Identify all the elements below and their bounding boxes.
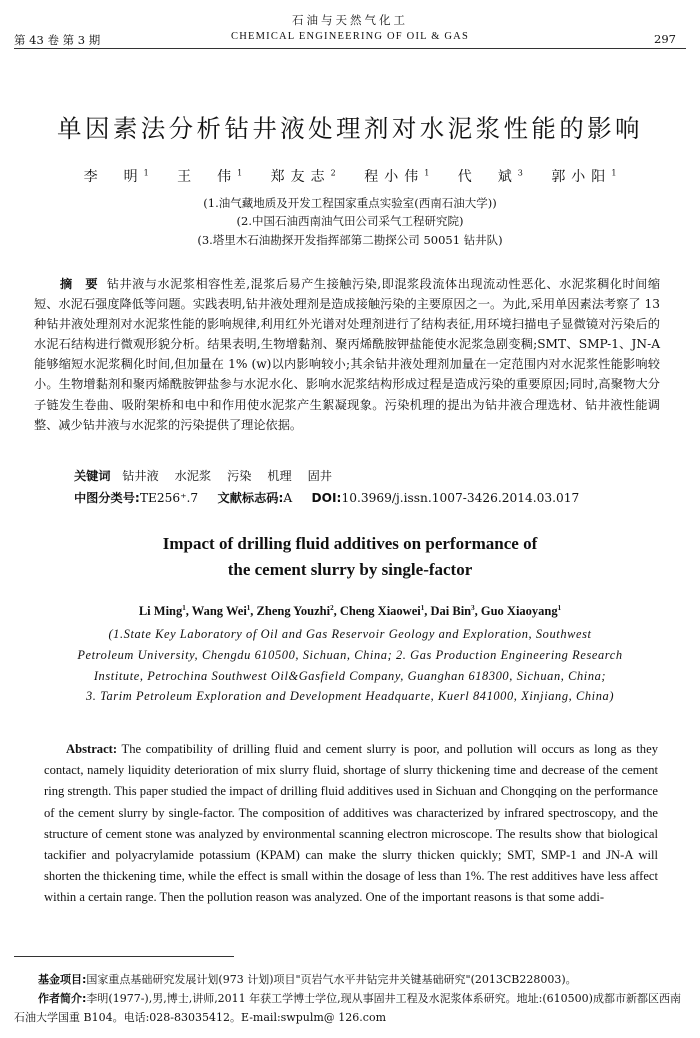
doc-code-value: A	[283, 491, 293, 505]
author-bio-footnote	[14, 989, 689, 1027]
author-cn: 郭小阳$^1$	[551, 168, 617, 185]
affiliation-cn-1: (1.油气藏地质及开发工程国家重点实验室(西南石油大学))	[203, 196, 497, 210]
abstract-en-label: Abstract:	[66, 742, 118, 756]
author-en: Dai Bin$^3$	[430, 604, 475, 619]
keyword: 水泥浆	[174, 469, 212, 483]
keyword: 机理	[267, 469, 292, 483]
keywords-cn	[74, 467, 344, 484]
author-bio-text: 李明(1977-),男,博士,讲师,2011 年获工学博士学位,现从事固井工程及水泥浆体系研究。地址:(610500)成都市新都区西南石油大学国重 B104。电话:028-83035412。E-mail:swpulm@ 126.com	[14, 992, 681, 1024]
doi-label: DOI:	[311, 491, 342, 505]
journal-name-en: CHEMICAL ENGINEERING OF OIL & GAS	[230, 31, 470, 42]
keyword: 污染	[227, 469, 252, 483]
affiliation-en-line-1: (1.State Key Laboratory of Oil and Gas Reservoir Geology and Exploration, Southwest	[108, 627, 592, 641]
paper-title-en-line-1: Impact of drilling fluid additives on performance of	[162, 534, 538, 553]
classification-line	[74, 489, 579, 506]
fund-footnote	[14, 970, 689, 989]
author-en: Wang Wei$^1$	[191, 604, 251, 619]
clc-label: 中图分类号:	[74, 491, 140, 505]
abstract-cn-label: 摘 要	[60, 277, 99, 291]
fund-text: 国家重点基础研究发展计划(973 计划)项目"页岩气水平井钻完井关键基础研究"(2013CB228003)。	[86, 973, 577, 986]
author-bio-label: 作者简介:	[38, 992, 87, 1005]
keyword: 固井	[307, 469, 332, 483]
author-cn: 代 斌$^3$	[457, 168, 523, 185]
footnote-rule	[14, 956, 234, 957]
fund-label: 基金项目:	[38, 973, 87, 986]
doc-code-label: 文献标志码:	[217, 491, 284, 505]
header-rule	[14, 48, 686, 49]
affiliation-cn-2: (2.中国石油西南油气田公司采气工程研究院)	[236, 214, 464, 228]
affiliation-en-line-2: Petroleum University, Chengdu 610500, Sichuan, China; 2. Gas Production Engineering Research	[77, 648, 623, 662]
keywords-label: 关键词	[74, 469, 111, 483]
clc-value: TE256⁺.7	[139, 491, 199, 505]
abstract-en-text: The compatibility of drilling fluid and cement slurry is poor, and pollution will occurs as long as they contact, namely liquidity deterioration of mix slurry fluid, shortage of slurry thickening time and decrease of the cement ring strength. This paper studied the impact of drilling fluid additives used in Sichuan and Chongqing on the performance of the cement slurry by single-factor. The composition of additives was characterized by infrared spectroscopy, and the structure of cement stone was analyzed by environmental scanning electron microscope. The results show that biological tackifier and polyacrylamide potassium (KPAM) can make the slurry thicken quickly; SMT, SMP-1 and JN-A will shorten the thickening time, while the effect is small within the dosage of less than 1%. The rest additives have less affect within a certain range. Then the pollution reason was analyzed. One of the important reasons is that some addi-	[44, 742, 658, 905]
author-cn: 郑友志$^2$	[270, 168, 336, 185]
author-list-cn	[0, 166, 700, 186]
journal-name-cn: 石油与天然气化工	[292, 13, 408, 27]
author-en: Cheng Xiaowei$^1$	[339, 604, 425, 619]
footnotes	[14, 970, 689, 1027]
paper-title-en-line-2: the cement slurry by single-factor	[227, 560, 473, 579]
author-cn: 王 伟$^1$	[177, 168, 243, 185]
affiliation-en-line-3: Institute, Petrochina Southwest Oil&Gasfield Company, Guanghan 618300, Sichuan, China;	[93, 669, 607, 683]
author-en: Zheng Youzhi$^2$	[256, 604, 334, 619]
paper-title-cn: 单因素法分析钻井液处理剂对水泥浆性能的影响	[57, 114, 643, 143]
author-list-en: Li Ming$^1$, Wang Wei$^1$, Zheng Youzhi$^2$, Cheng Xiaowei$^1$, Dai Bin$^3$, Guo Xiaoyang$^1$	[138, 604, 562, 619]
abstract-cn-text: 钻井液与水泥浆相容性差,混浆后易产生接触污染,即混浆段流体出现流动性恶化、水泥浆稠化时间缩短、水泥石强度降低等问题。实践表明,钻井液处理剂是造成接触污染的主要原因之一。为此,采用单因素法考察了 13 种钻井液处理剂对水泥浆性能的影响规律,利用红外光谱对处理剂进行了结构表征,用环境扫描电子显微镜对污染后的水泥石结构进行微观形貌分析。结果表明,生物增黏剂、聚丙烯酰胺钾盐能使水泥浆急剧变稠;SMT、SMP-1、JN-A 能够缩短水泥浆稠化时间,但加量在 1% (w)以内影响较小;其余钻井液处理剂加量在一定范围内对水泥浆性能影响较小。生物增黏剂和聚丙烯酰胺钾盐参与水泥水化、影响水泥浆结构形成过程是造成污染的重要原因;同时,高聚物大分子链发生卷曲、吸附架桥和电中和作用使水泥浆产生絮凝现象。污染机理的提出为钻井液合理选材、钻井液性能调整、减少钻井液与水泥浆的污染提供了理论依据。	[34, 277, 661, 432]
author-cn: 李 明$^1$	[83, 168, 149, 185]
author-cn: 程小伟$^1$	[364, 168, 430, 185]
affiliation-cn-3: (3.塔里木石油勘探开发指挥部第二勘探公司 50051 钻井队)	[197, 233, 503, 247]
author-en: Guo Xiaoyang$^1$	[480, 604, 562, 619]
author-en: Li Ming$^1$	[138, 604, 186, 619]
volume-issue: 第 43 卷 第 3 期	[14, 33, 101, 47]
keyword: 钻井液	[122, 469, 159, 483]
abstract-cn	[34, 274, 660, 435]
affiliation-en-line-4: 3. Tarim Petroleum Exploration and Development Headquarte, Kuerl 841000, Xinjiang, China)	[85, 689, 615, 703]
page-number: 297	[654, 32, 676, 46]
abstract-en	[44, 739, 658, 909]
doi-value: 10.3969/j.issn.1007-3426.2014.03.017	[341, 491, 580, 505]
